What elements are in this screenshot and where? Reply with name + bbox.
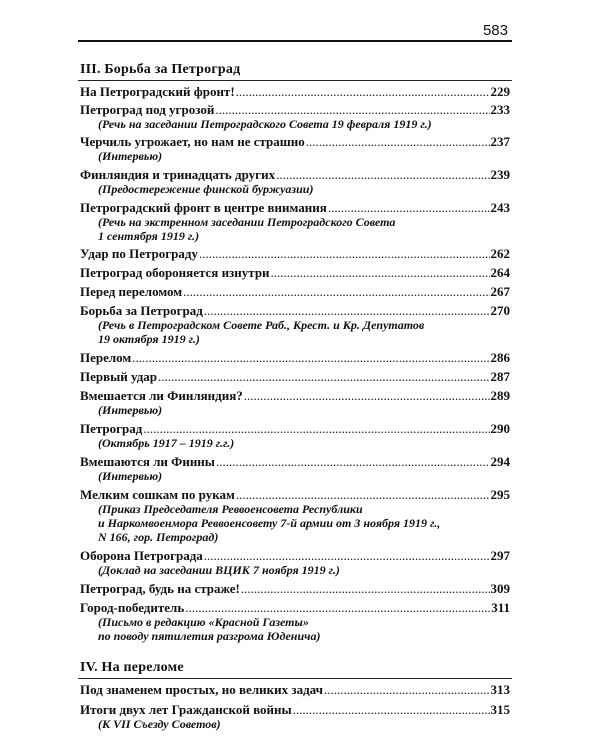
entry-page: 311: [491, 600, 510, 615]
entry-title: Под знаменем простых, но великих задач: [80, 682, 323, 697]
entry-subtitle: и Наркомвоенмора Реввоенсовету 7-й армии от 3 ноября 1919 г.,: [98, 516, 441, 530]
entry-page: 237: [490, 134, 510, 149]
entry-page: 286: [490, 350, 510, 365]
leader-dots: [183, 284, 489, 299]
leader-dots: [271, 265, 490, 280]
toc-entry: [80, 388, 510, 417]
header-rule: [78, 40, 512, 42]
entry-title: Перед переломом: [80, 284, 183, 299]
entry-subtitle: по поводу пятилетия разгрома Юденича): [98, 629, 321, 643]
entry-subtitle: (Предостережение финской буржуазии): [98, 182, 314, 196]
leader-dots: [244, 388, 490, 403]
leader-dots: [204, 548, 490, 563]
entry-page: 313: [490, 682, 510, 697]
entry-page: 289: [490, 388, 510, 403]
entry-page: 233: [490, 102, 510, 117]
toc-entry: [80, 548, 510, 577]
entry-page: 229: [490, 84, 510, 99]
entry-subtitle: (Приказ Председателя Реввоенсовета Республики: [98, 502, 363, 516]
entry-page: 264: [490, 265, 510, 280]
entry-title: Удар по Петрограду: [80, 246, 198, 261]
entry-subtitle: (Интервью): [98, 403, 163, 417]
entry-page: 239: [490, 167, 510, 182]
entry-subtitle: (К VII Съезду Советов): [98, 717, 221, 731]
entry-page: 290: [490, 421, 510, 436]
toc-entry: [80, 284, 510, 299]
leader-dots: [132, 350, 489, 365]
entry-subtitle: (Письмо в редакцию «Красной Газеты»: [98, 615, 309, 629]
leader-dots: [328, 200, 490, 215]
toc-entry: [80, 84, 510, 99]
entry-title: Петроградский фронт в центре внимания: [80, 200, 327, 215]
entry-title: Оборона Петрограда: [80, 548, 203, 563]
entry-page: 243: [490, 200, 510, 215]
entry-title: Черчиль угрожает, но нам не страшно: [80, 134, 305, 149]
entry-subtitle: 19 октября 1919 г.): [98, 332, 200, 346]
entry-subtitle: (Интервью): [98, 469, 163, 483]
entry-page: 295: [490, 487, 510, 502]
toc-entry: [80, 167, 510, 196]
toc-entry: [80, 134, 510, 163]
toc-entry: [80, 246, 510, 261]
toc-entry: [80, 200, 510, 243]
entry-page: 270: [490, 303, 510, 318]
entry-page: 315: [490, 702, 510, 717]
leader-dots: [276, 167, 489, 182]
toc-entry: [80, 369, 510, 384]
leader-dots: [324, 682, 490, 697]
entry-title: Петроград обороняется изнутри: [80, 265, 270, 280]
entry-subtitle: (Интервью): [98, 149, 163, 163]
section-title-iii: III. Борьба за Петроград: [80, 62, 241, 77]
leader-dots: [216, 454, 490, 469]
entry-title: Вмешается ли Финляндия?: [80, 388, 243, 403]
entry-title: Мелким сошкам по рукам: [80, 487, 235, 502]
page-number: 583: [482, 22, 508, 39]
leader-dots: [158, 369, 489, 384]
entry-title: Петроград, будь на страже!: [80, 581, 240, 596]
entry-page: 287: [490, 369, 510, 384]
entry-subtitle: (Доклад на заседании ВЦИК 7 ноября 1919 г.): [98, 563, 340, 577]
entry-title: Город-победитель: [80, 600, 185, 615]
entry-subtitle: (Речь в Петроградском Совете Раб., Крест. и Кр. Депутатов: [98, 318, 425, 332]
entry-title: Вмешаются ли Финны: [80, 454, 215, 469]
entry-subtitle: (Октябрь 1917 – 1919 г.г.): [98, 436, 235, 450]
entry-title: На Петроградский фронт!: [80, 84, 235, 99]
leader-dots: [236, 487, 490, 502]
leader-dots: [204, 303, 490, 318]
leader-dots: [215, 102, 489, 117]
entry-subtitle: (Речь на экстренном заседании Петроградского Совета: [98, 215, 396, 229]
entry-subtitle: N 166, гор. Петроград): [98, 530, 219, 544]
toc-entry: [80, 487, 510, 544]
toc-entry: [80, 102, 510, 131]
entry-title: Петроград: [80, 421, 143, 436]
entry-subtitle: (Речь на заседании Петроградского Совета 19 февраля 1919 г.): [98, 117, 432, 131]
entry-title: Финляндия и тринадцать других: [80, 167, 276, 182]
entry-page: 297: [490, 548, 510, 563]
entry-subtitle: 1 сентября 1919 г.): [98, 229, 200, 243]
entry-page: 262: [490, 246, 510, 261]
toc-entry: [80, 350, 510, 365]
toc-entry: [80, 600, 510, 643]
entry-title: Петроград под угрозой: [80, 102, 215, 117]
leader-dots: [199, 246, 490, 261]
toc-entry: [80, 454, 510, 483]
entry-title: Первый удар: [80, 369, 158, 384]
toc-entry: [80, 303, 510, 346]
toc-entry: [80, 702, 510, 731]
toc-entry: [80, 581, 510, 596]
section-divider: [78, 80, 512, 81]
entry-title: Перелом: [80, 350, 132, 365]
toc-entry: [80, 265, 510, 280]
leader-dots: [293, 702, 490, 717]
entry-page: 294: [490, 454, 510, 469]
entry-title: Борьба за Петроград: [80, 303, 203, 318]
leader-dots: [241, 581, 490, 596]
leader-dots: [306, 134, 490, 149]
toc-entry: [80, 421, 510, 450]
entry-title: Итоги двух лет Гражданской войны: [80, 702, 292, 717]
entry-page: 267: [490, 284, 510, 299]
toc-entry: [80, 682, 510, 697]
section-title-iv: IV. На переломе: [80, 660, 184, 675]
leader-dots: [185, 600, 490, 615]
section-divider: [78, 678, 512, 679]
leader-dots: [236, 84, 490, 99]
leader-dots: [143, 421, 489, 436]
entry-page: 309: [490, 581, 510, 596]
